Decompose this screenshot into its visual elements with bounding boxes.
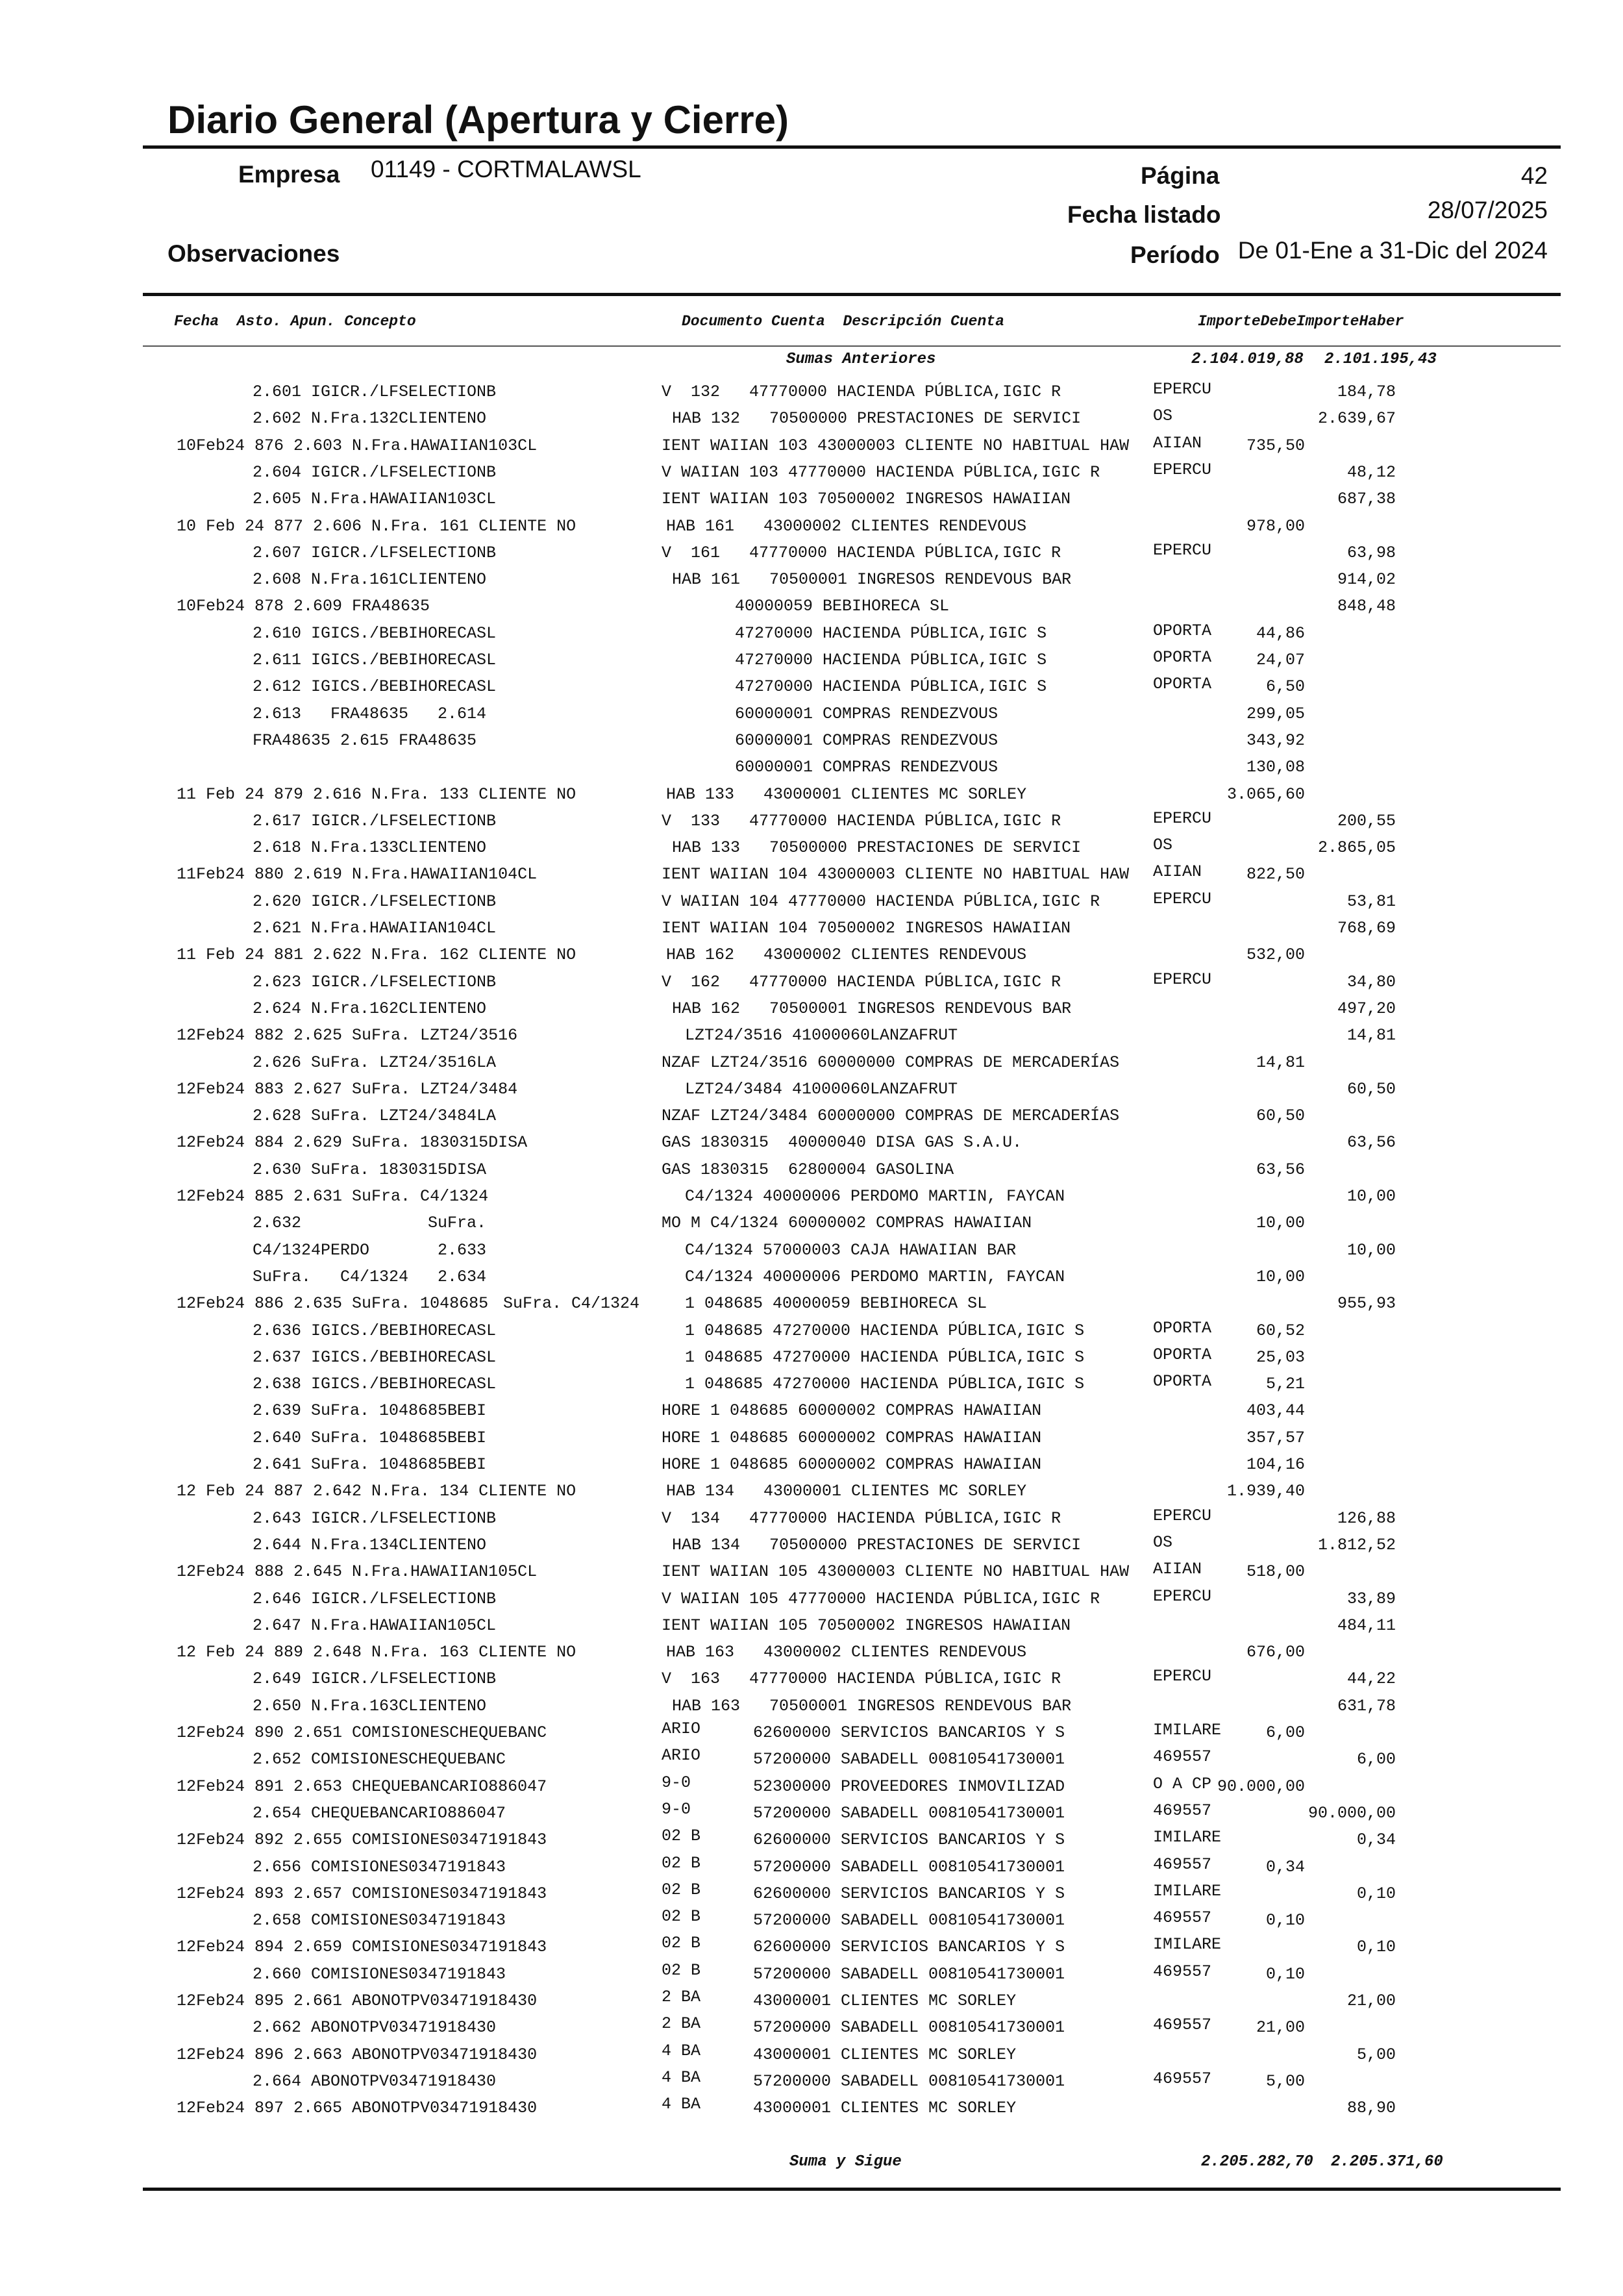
entry-concept: C4/1324PERDO 2.633 (253, 1240, 487, 1260)
account-description: IENT WAIIAN 103 70500002 INGRESOS HAWAIIAN (662, 490, 1071, 509)
amount-haber: 34,80 (1346, 972, 1396, 992)
entry-concept: 12Feb24 886 2.635 SuFra. 1048685 (177, 1294, 489, 1314)
account-description: 62600000 SERVICIOS BANCARIOS Y S (753, 1830, 1065, 1850)
document-suffix: OPORTA (1153, 1372, 1212, 1391)
document-prefix: ARIO (662, 1719, 701, 1738)
amount-debe: 6,50 (1265, 677, 1305, 697)
amount-debe: 24,07 (1256, 651, 1305, 669)
entry-concept: 12Feb24 882 2.625 SuFra. LZT24/3516 (177, 1026, 518, 1045)
amount-debe: 90.000,00 (1217, 1777, 1305, 1796)
document-suffix: OPORTA (1153, 1345, 1212, 1364)
entry-concept: 2.620 IGICR./LFSELECTIONB (253, 892, 497, 911)
amount-debe: 104,16 (1246, 1455, 1305, 1474)
document-suffix: IMILARE (1153, 1881, 1222, 1901)
document-suffix: 469557 (1153, 1908, 1212, 1928)
account-description: HAB 134 70500000 PRESTACIONES DE SERVICI (672, 1535, 1082, 1554)
empresa-label: Empresa (238, 161, 340, 188)
amount-haber: 63,56 (1346, 1133, 1396, 1153)
entry-concept: 2.617 IGICR./LFSELECTIONB (253, 811, 497, 830)
amount-debe: 44,86 (1256, 623, 1305, 643)
column-header-middle: Documento Cuenta Descripción Cuenta (682, 313, 1004, 330)
account-description: HORE 1 048685 60000002 COMPRAS HAWAIIAN (662, 1455, 1042, 1474)
account-description: HAB 132 70500000 PRESTACIONES DE SERVICI (672, 409, 1082, 429)
entry-concept: 2.621 N.Fra.HAWAIIAN104CL (253, 919, 497, 938)
account-description: IENT WAIIAN 104 43000003 CLIENTE NO HABITUAL HAW (662, 865, 1130, 884)
amount-haber: 497,20 (1337, 999, 1396, 1018)
entry-concept: 12Feb24 883 2.627 SuFra. LZT24/3484 (177, 1079, 518, 1099)
account-description: V 163 47770000 HACIENDA PÚBLICA,IGIC R (662, 1669, 1061, 1689)
document-suffix: EPERCU (1153, 808, 1212, 828)
account-description: GAS 1830315 62800004 GASOLINA (662, 1160, 954, 1179)
amount-debe: 0,10 (1265, 1964, 1305, 1984)
document-suffix: 469557 (1153, 2015, 1212, 2035)
account-description: HAB 162 43000002 CLIENTES RENDEVOUS (666, 945, 1027, 965)
account-description: 47270000 HACIENDA PÚBLICA,IGIC S (735, 651, 1047, 669)
account-description: V 162 47770000 HACIENDA PÚBLICA,IGIC R (662, 972, 1061, 992)
entry-concept: 2.604 IGICR./LFSELECTIONB (253, 462, 497, 482)
entry-concept: 12 Feb 24 889 2.648 N.Fra. 163 CLIENTE NO (177, 1643, 576, 1662)
account-description: HORE 1 048685 60000002 COMPRAS HAWAIIAN (662, 1401, 1042, 1421)
account-description: C4/1324 40000006 PERDOMO MARTIN, FAYCAN (685, 1267, 1065, 1286)
document-prefix: 4 BA (662, 2095, 701, 2114)
document-suffix: 469557 (1153, 2069, 1212, 2088)
account-description: 57200000 SABADELL 00810541730001 (753, 2071, 1065, 2091)
entry-concept: 2.628 SuFra. LZT24/3484LA (253, 1106, 497, 1126)
sumas-anteriores-label: Sumas Anteriores (786, 351, 936, 368)
sumas-anteriores-debe: 2.104.019,88 (1191, 351, 1304, 368)
sumas-anteriores-haber: 2.101.195,43 (1324, 351, 1437, 368)
account-description: 43000001 CLIENTES MC SORLEY (753, 2099, 1017, 2118)
entry-concept: SuFra. C4/1324 2.634 (253, 1267, 487, 1286)
account-description: 57200000 SABADELL 00810541730001 (753, 1750, 1065, 1769)
account-description: 62600000 SERVICIOS BANCARIOS Y S (753, 1884, 1065, 1903)
amount-debe: 299,05 (1246, 704, 1305, 723)
account-description: 57200000 SABADELL 00810541730001 (753, 1911, 1065, 1930)
entry-concept: 2.652 COMISIONESCHEQUEBANC (253, 1750, 506, 1769)
entry-concept: 2.638 IGICS./BEBIHORECASL (253, 1375, 497, 1394)
document-suffix: OPORTA (1153, 648, 1212, 667)
column-header-divider (143, 345, 1561, 347)
amount-haber: 90.000,00 (1307, 1803, 1396, 1823)
column-header-amounts: ImporteDebeImporteHaber (1198, 313, 1404, 330)
account-description: HAB 161 70500001 INGRESOS RENDEVOUS BAR (672, 570, 1072, 590)
account-description: V WAIIAN 103 47770000 HACIENDA PÚBLICA,IGIC R (662, 462, 1100, 482)
account-description: HAB 133 70500000 PRESTACIONES DE SERVICI (672, 838, 1082, 858)
account-description: 62600000 SERVICIOS BANCARIOS Y S (753, 1723, 1065, 1742)
amount-haber: 914,02 (1337, 570, 1396, 590)
account-description: V 133 47770000 HACIENDA PÚBLICA,IGIC R (662, 811, 1061, 830)
document-prefix: 02 B (662, 1853, 701, 1873)
document-suffix: EPERCU (1153, 380, 1212, 399)
amount-haber: 44,22 (1346, 1669, 1396, 1689)
document-suffix: EPERCU (1153, 1506, 1212, 1525)
amount-haber: 768,69 (1337, 919, 1396, 938)
entry-concept: 2.646 IGICR./LFSELECTIONB (253, 1589, 497, 1608)
document-suffix: EPERCU (1153, 540, 1212, 560)
account-description: LZT24/3516 41000060LANZAFRUT (685, 1026, 958, 1045)
document-suffix: 469557 (1153, 1962, 1212, 1981)
account-description: 1 048685 47270000 HACIENDA PÚBLICA,IGIC S (685, 1321, 1085, 1340)
amount-debe: 6,00 (1265, 1723, 1305, 1742)
amount-haber: 48,12 (1346, 462, 1396, 482)
amount-haber: 6,00 (1356, 1750, 1396, 1769)
amount-debe: 25,03 (1256, 1347, 1305, 1367)
entry-concept: 12 Feb 24 887 2.642 N.Fra. 134 CLIENTE NO (177, 1482, 576, 1501)
document-suffix: OS (1153, 406, 1173, 426)
document-prefix: 02 B (662, 1827, 701, 1846)
document-suffix: IMILARE (1153, 1935, 1222, 1954)
account-description: HAB 163 70500001 INGRESOS RENDEVOUS BAR (672, 1696, 1072, 1716)
document-suffix: OPORTA (1153, 675, 1212, 694)
entry-concept: 2.647 N.Fra.HAWAIIAN105CL (253, 1616, 497, 1635)
observaciones-label: Observaciones (167, 240, 340, 267)
entry-concept: 2.618 N.Fra.133CLIENTENO (253, 838, 487, 858)
account-description: MO M C4/1324 60000002 COMPRAS HAWAIIAN (662, 1214, 1032, 1233)
empresa-value: 01149 - CORTMALAWSL (371, 156, 641, 182)
account-description: 52300000 PROVEEDORES INMOVILIZAD (753, 1777, 1065, 1796)
entry-concept: 2.636 IGICS./BEBIHORECASL (253, 1321, 497, 1340)
account-description: 57200000 SABADELL 00810541730001 (753, 1803, 1065, 1823)
amount-debe: 63,56 (1256, 1160, 1305, 1179)
entry-concept: 2.660 COMISIONES0347191843 (253, 1964, 506, 1984)
document-suffix: AIIAN (1153, 1560, 1202, 1579)
amount-debe: 403,44 (1246, 1401, 1305, 1421)
account-description: 60000001 COMPRAS RENDEZVOUS (735, 704, 998, 723)
account-description: NZAF LZT24/3484 60000000 COMPRAS DE MERCADERÍAS (662, 1106, 1120, 1126)
amount-haber: 2.639,67 (1317, 409, 1396, 429)
account-description: V WAIIAN 105 47770000 HACIENDA PÚBLICA,IGIC R (662, 1589, 1100, 1608)
account-description: IENT WAIIAN 105 70500002 INGRESOS HAWAIIAN (662, 1616, 1071, 1635)
entry-concept: 2.637 IGICS./BEBIHORECASL (253, 1347, 497, 1367)
entry-concept: 12Feb24 890 2.651 COMISIONESCHEQUEBANC (177, 1723, 547, 1742)
entry-concept: 12Feb24 892 2.655 COMISIONES0347191843 (177, 1830, 547, 1850)
amount-debe: 0,10 (1265, 1911, 1305, 1930)
amount-debe: 357,57 (1246, 1428, 1305, 1447)
account-description: V 161 47770000 HACIENDA PÚBLICA,IGIC R (662, 543, 1061, 562)
entry-concept: 2.654 CHEQUEBANCARIO886047 (253, 1803, 506, 1823)
account-description: IENT WAIIAN 105 43000003 CLIENTE NO HABITUAL HAW (662, 1562, 1130, 1582)
document-prefix: 9-0 (662, 1799, 691, 1819)
amount-haber: 0,34 (1356, 1830, 1396, 1850)
periodo-label: Período (1130, 242, 1220, 268)
document-prefix: 02 B (662, 1907, 701, 1927)
account-description: 43000001 CLIENTES MC SORLEY (753, 2045, 1017, 2064)
amount-haber: 0,10 (1356, 1884, 1396, 1903)
amount-haber: 687,38 (1337, 490, 1396, 509)
account-description: V WAIIAN 104 47770000 HACIENDA PÚBLICA,IGIC R (662, 892, 1100, 911)
amount-haber: 126,88 (1337, 1508, 1396, 1528)
entry-concept: 10Feb24 878 2.609 FRA48635 (177, 597, 430, 616)
report-title: Diario General (Apertura y Cierre) (167, 98, 789, 142)
account-description: IENT WAIIAN 103 43000003 CLIENTE NO HABITUAL HAW (662, 436, 1130, 455)
document-suffix: EPERCU (1153, 1586, 1212, 1606)
document-suffix: OS (1153, 1532, 1173, 1552)
account-description: 47270000 HACIENDA PÚBLICA,IGIC S (735, 677, 1047, 697)
entry-concept: 2.605 N.Fra.HAWAIIAN103CL (253, 490, 497, 509)
amount-haber: 60,50 (1346, 1079, 1396, 1099)
entry-concept: 2.632 SuFra. (253, 1214, 487, 1233)
account-description: GAS 1830315 40000040 DISA GAS S.A.U. (662, 1133, 1022, 1153)
suma-y-sigue-label: Suma y Sigue (789, 2153, 902, 2171)
entry-concept: 2.644 N.Fra.134CLIENTENO (253, 1535, 487, 1554)
account-description: 47270000 HACIENDA PÚBLICA,IGIC S (735, 623, 1047, 643)
amount-haber: 484,11 (1337, 1616, 1396, 1635)
fecha-listado-label: Fecha listado (1067, 201, 1221, 228)
account-description: 1 048685 40000059 BEBIHORECA SL (685, 1294, 987, 1314)
amount-haber: 10,00 (1346, 1187, 1396, 1206)
entry-concept: 2.601 IGICR./LFSELECTIONB (253, 382, 497, 401)
document-prefix: 2 BA (662, 1988, 701, 2006)
account-description: NZAF LZT24/3516 60000000 COMPRAS DE MERCADERÍAS (662, 1053, 1120, 1072)
amount-haber: 33,89 (1346, 1589, 1396, 1608)
amount-haber: 53,81 (1346, 892, 1396, 911)
entry-concept: 2.608 N.Fra.161CLIENTENO (253, 570, 487, 590)
amount-debe: 676,00 (1246, 1643, 1305, 1662)
document-suffix: EPERCU (1153, 889, 1212, 908)
entry-concept: 12Feb24 888 2.645 N.Fra.HAWAIIAN105CL (177, 1562, 538, 1582)
amount-haber: 88,90 (1346, 2099, 1396, 2118)
entry-concept: 2.639 SuFra. 1048685BEBI (253, 1401, 487, 1421)
document-suffix: EPERCU (1153, 460, 1212, 479)
amount-debe: 1.939,40 (1226, 1482, 1305, 1501)
entry-concept: 2.658 COMISIONES0347191843 (253, 1911, 506, 1930)
amount-debe: 978,00 (1246, 516, 1305, 536)
account-description: HORE 1 048685 60000002 COMPRAS HAWAIIAN (662, 1428, 1042, 1447)
entry-concept: 11 Feb 24 881 2.622 N.Fra. 162 CLIENTE NO (177, 945, 576, 965)
entry-concept: 12Feb24 885 2.631 SuFra. C4/1324 (177, 1187, 489, 1206)
account-description: HAB 133 43000001 CLIENTES MC SORLEY (666, 784, 1027, 804)
document-prefix: 4 BA (662, 2041, 701, 2060)
entry-concept: 2.649 IGICR./LFSELECTIONB (253, 1669, 497, 1689)
entry-concept: 12Feb24 894 2.659 COMISIONES0347191843 (177, 1938, 547, 1957)
amount-haber: 184,78 (1337, 382, 1396, 401)
account-description: HAB 163 43000002 CLIENTES RENDEVOUS (666, 1643, 1027, 1662)
entry-overlay-text: SuFra. C4/1324 (503, 1294, 640, 1314)
amount-debe: 532,00 (1246, 945, 1305, 965)
entry-concept: 2.626 SuFra. LZT24/3516LA (253, 1053, 497, 1072)
account-description: HAB 161 43000002 CLIENTES RENDEVOUS (666, 516, 1027, 536)
entry-concept: 11 Feb 24 879 2.616 N.Fra. 133 CLIENTE NO (177, 784, 576, 804)
amount-haber: 14,81 (1346, 1026, 1396, 1045)
entry-concept: 2.656 COMISIONES0347191843 (253, 1857, 506, 1877)
entry-concept: 12Feb24 896 2.663 ABONOTPV03471918430 (177, 2045, 538, 2064)
amount-debe: 60,50 (1256, 1106, 1305, 1126)
suma-y-sigue-haber: 2.205.371,60 (1331, 2153, 1443, 2171)
entry-concept: 2.643 IGICR./LFSELECTIONB (253, 1508, 497, 1528)
periodo-value: De 01-Ene a 31-Dic del 2024 (1237, 237, 1548, 264)
amount-haber: 5,00 (1356, 2045, 1396, 2064)
document-suffix: OPORTA (1153, 621, 1212, 640)
entry-concept: 11Feb24 880 2.619 N.Fra.HAWAIIAN104CL (177, 865, 538, 884)
document-suffix: EPERCU (1153, 969, 1212, 989)
document-prefix: 2 BA (662, 2014, 701, 2034)
entry-concept: 2.613 FRA48635 2.614 (253, 704, 487, 723)
amount-debe: 10,00 (1256, 1267, 1305, 1286)
entry-concept: 2.641 SuFra. 1048685BEBI (253, 1455, 487, 1474)
amount-debe: 343,92 (1246, 730, 1305, 750)
amount-haber: 200,55 (1337, 811, 1396, 830)
entry-concept: 2.602 N.Fra.132CLIENTENO (253, 409, 487, 429)
entry-concept: 2.607 IGICR./LFSELECTIONB (253, 543, 497, 562)
amount-haber: 63,98 (1346, 543, 1396, 562)
document-suffix: O A CP (1153, 1774, 1212, 1793)
pagina-value: 42 (1520, 162, 1548, 189)
amount-debe: 10,00 (1256, 1214, 1305, 1233)
document-prefix: ARIO (662, 1746, 701, 1766)
document-suffix: OS (1153, 836, 1173, 855)
entry-concept: 12Feb24 884 2.629 SuFra. 1830315DISA (177, 1133, 528, 1153)
document-prefix: 02 B (662, 1880, 701, 1899)
entry-concept: 2.650 N.Fra.163CLIENTENO (253, 1696, 487, 1716)
document-suffix: AIIAN (1153, 862, 1202, 882)
amount-haber: 2.865,05 (1317, 838, 1396, 858)
entry-concept: 12Feb24 897 2.665 ABONOTPV03471918430 (177, 2099, 538, 2118)
account-description: V 134 47770000 HACIENDA PÚBLICA,IGIC R (662, 1508, 1061, 1528)
amount-debe: 0,34 (1265, 1857, 1305, 1877)
document-prefix: 4 BA (662, 2067, 701, 2087)
entry-concept: 10Feb24 876 2.603 N.Fra.HAWAIIAN103CL (177, 436, 538, 455)
document-suffix: IMILARE (1153, 1721, 1222, 1740)
amount-haber: 631,78 (1337, 1696, 1396, 1716)
entry-concept: 12Feb24 895 2.661 ABONOTPV03471918430 (177, 1991, 538, 2010)
document-prefix: 02 B (662, 1934, 701, 1953)
amount-debe: 518,00 (1246, 1562, 1305, 1582)
account-description: 43000001 CLIENTES MC SORLEY (753, 1991, 1017, 2010)
entry-concept: 2.611 IGICS./BEBIHORECASL (253, 651, 497, 669)
amount-debe: 3.065,60 (1226, 784, 1305, 804)
account-description: LZT24/3484 41000060LANZAFRUT (685, 1079, 958, 1099)
amount-haber: 10,00 (1346, 1240, 1396, 1260)
document-suffix: IMILARE (1153, 1828, 1222, 1847)
entry-concept: FRA48635 2.615 FRA48635 (253, 730, 477, 750)
account-description: C4/1324 57000003 CAJA HAWAIIAN BAR (685, 1240, 1017, 1260)
document-prefix: 02 B (662, 1960, 701, 1980)
document-suffix: EPERCU (1153, 1667, 1212, 1686)
amount-haber: 955,93 (1337, 1294, 1396, 1314)
entry-concept: 12Feb24 891 2.653 CHEQUEBANCARIO886047 (177, 1777, 547, 1796)
account-description: 60000001 COMPRAS RENDEZVOUS (735, 730, 998, 750)
amount-debe: 21,00 (1256, 2018, 1305, 2038)
amount-debe: 5,21 (1265, 1375, 1305, 1394)
entry-concept: 2.623 IGICR./LFSELECTIONB (253, 972, 497, 992)
account-description: 1 048685 47270000 HACIENDA PÚBLICA,IGIC S (685, 1347, 1085, 1367)
amount-haber: 0,10 (1356, 1938, 1396, 1957)
entry-concept: 2.630 SuFra. 1830315DISA (253, 1160, 487, 1179)
entry-concept: 2.612 IGICS./BEBIHORECASL (253, 677, 497, 697)
document-prefix: 9-0 (662, 1773, 691, 1792)
document-suffix: 469557 (1153, 1747, 1212, 1767)
amount-debe: 822,50 (1246, 865, 1305, 884)
entry-concept: 2.624 N.Fra.162CLIENTENO (253, 999, 487, 1018)
suma-y-sigue-debe: 2.205.282,70 (1201, 2153, 1313, 2171)
entry-concept: 2.662 ABONOTPV03471918430 (253, 2018, 497, 2038)
document-suffix: 469557 (1153, 1854, 1212, 1874)
document-suffix: 469557 (1153, 1801, 1212, 1820)
entry-concept: 2.640 SuFra. 1048685BEBI (253, 1428, 487, 1447)
account-description: IENT WAIIAN 104 70500002 INGRESOS HAWAIIAN (662, 919, 1071, 938)
entry-concept: 10 Feb 24 877 2.606 N.Fra. 161 CLIENTE NO (177, 516, 576, 536)
account-description: 57200000 SABADELL 00810541730001 (753, 1964, 1065, 1984)
entry-concept: 12Feb24 893 2.657 COMISIONES0347191843 (177, 1884, 547, 1903)
account-description: HAB 134 43000001 CLIENTES MC SORLEY (666, 1482, 1027, 1501)
document-suffix: AIIAN (1153, 433, 1202, 453)
header-divider (143, 145, 1561, 149)
account-description: 57200000 SABADELL 00810541730001 (753, 2018, 1065, 2038)
amount-haber: 1.812,52 (1317, 1535, 1396, 1554)
document-suffix: OPORTA (1153, 1318, 1212, 1338)
account-description: HAB 162 70500001 INGRESOS RENDEVOUS BAR (672, 999, 1072, 1018)
account-description: 40000059 BEBIHORECA SL (735, 597, 950, 616)
account-description: 57200000 SABADELL 00810541730001 (753, 1857, 1065, 1877)
account-description: 60000001 COMPRAS RENDEZVOUS (735, 758, 998, 777)
amount-debe: 5,00 (1265, 2071, 1305, 2091)
header-bottom-divider (143, 293, 1561, 296)
pagina-label: Página (1141, 162, 1220, 189)
entry-concept: 2.664 ABONOTPV03471918430 (253, 2071, 497, 2091)
account-description: 62600000 SERVICIOS BANCARIOS Y S (753, 1938, 1065, 1957)
amount-debe: 60,52 (1256, 1321, 1305, 1340)
account-description: C4/1324 40000006 PERDOMO MARTIN, FAYCAN (685, 1187, 1065, 1206)
account-description: 1 048685 47270000 HACIENDA PÚBLICA,IGIC S (685, 1375, 1085, 1394)
amount-debe: 735,50 (1246, 436, 1305, 455)
amount-debe: 130,08 (1246, 758, 1305, 777)
fecha-listado-value: 28/07/2025 (1427, 197, 1548, 223)
footer-divider (143, 2188, 1561, 2191)
amount-haber: 21,00 (1346, 1991, 1396, 2010)
entry-concept: 2.610 IGICS./BEBIHORECASL (253, 623, 497, 643)
amount-haber: 848,48 (1337, 597, 1396, 616)
account-description: V 132 47770000 HACIENDA PÚBLICA,IGIC R (662, 382, 1061, 401)
amount-debe: 14,81 (1256, 1053, 1305, 1072)
column-header-left: Fecha Asto. Apun. Concepto (174, 313, 416, 330)
